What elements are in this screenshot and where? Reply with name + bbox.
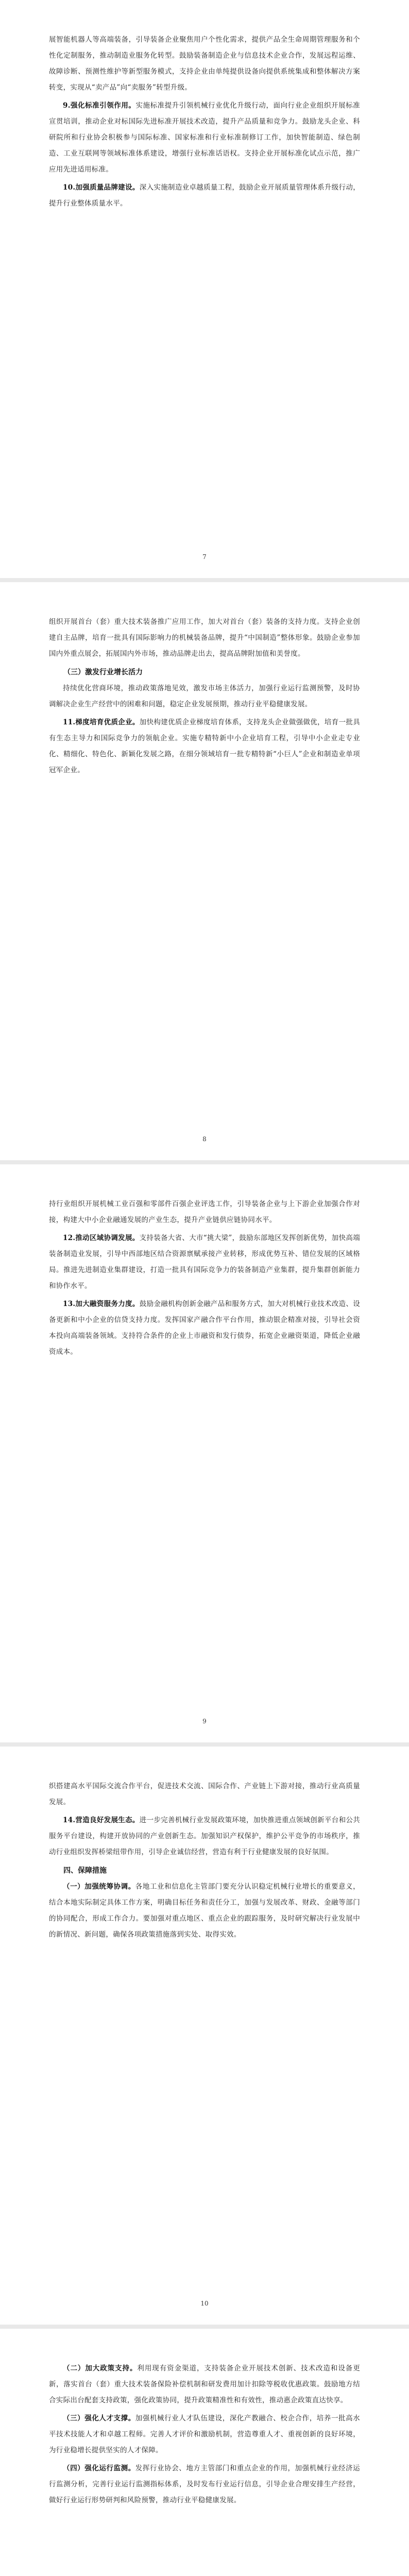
document-page xyxy=(0,2329,409,2576)
paragraph-lead: （二）加大政策支持。 xyxy=(63,2364,138,2372)
body-paragraph: （三）强化人才支撑。加强机械行业人才队伍建设，深化产教融合、校企合作，培养一批高水平技术技能人才和卓越工程师。完善人才评价和激励机制，营造尊重人才、重视创新的良好环境，为行业稳增长提供坚实的人才保障。 xyxy=(49,2414,360,2454)
body-paragraph: 9.强化标准引领作用。实施标准提升引领机械行业优化升级行动，面向行业企业组织开展标准宣贯培训，推动企业对标国际先进标准开展技术改造，提升产品质量和竞争力。鼓励龙头企业、科研院所和行业协会积极参与国际标准、国家标准和行业标准制修订工作，加快智能制造、绿色制造、工业互联网等领域标准体系建设，增强行业标准话语权。支持企业开展标准化试点示范，推广应用先进适用标准。 xyxy=(49,101,360,174)
section-heading: 四、保障措施 xyxy=(63,1867,107,1875)
document-page xyxy=(0,1164,409,1742)
document-page xyxy=(0,0,409,578)
page-number: 7 xyxy=(202,553,207,561)
page-number: 10 xyxy=(200,2300,209,2307)
body-paragraph: 织搭建高水平国际交流合作平台，促进技术交流、国际合作、产业链上下游对接，推动行业高质量发展。 xyxy=(49,1782,360,1806)
document-page xyxy=(0,582,409,1160)
paragraph-lead: （四）强化运行监测。 xyxy=(63,2464,135,2472)
body-paragraph: （二）加大政策支持。利用现有资金渠道，支持装备企业开展技术创新、技术改造和设备更新，落实首台（套）重大技术装备保险补偿机制和研发费用加计扣除等税收优惠政策。鼓励地方结合实际出台配套支持政策，强化政策协同，提升政策精准性和有效性，推动惠企政策直达快享。 xyxy=(49,2364,361,2404)
body-paragraph: 展智能机器人等高端装备，引导装备企业聚焦用户个性化需求，提供产品全生命周期管理服务和个性化定制服务，推动制造业服务化转型。鼓励装备制造企业与信息技术企业合作，发展远程运维、故障诊断、预测性维护等新型服务模式，支持企业由单纯提供设备向提供系统集成和整体解决方案转变，实现从“卖产品”向“卖服务”转型升级。 xyxy=(49,36,360,92)
document-page xyxy=(0,1747,409,2325)
paragraph-lead: 9.强化标准引领作用。 xyxy=(63,101,136,110)
body-paragraph: 组织开展首台（套）重大技术装备推广应用工作，加大对首台（套）装备的支持力度。支持企业创建自主品牌，培育一批具有国际影响力的机械装备品牌，提升“中国制造”整体形象。鼓励企业参加国内外重点展会，拓展国内外市场，推动品牌走出去，提高品牌附加值和美誉度。 xyxy=(49,618,360,658)
body-paragraph: （四）强化运行监测。发挥行业协会、地方主管部门和重点企业的作用，加强机械行业经济运行监测分析，完善行业运行监测指标体系，及时发布行业运行信息，引导企业合理安排生产经营，做好行业运行形势研判和风险预警，推动行业平稳健康发展。 xyxy=(49,2464,360,2504)
paragraph-lead: 11.梯度培育优质企业。 xyxy=(63,718,140,726)
page-number: 9 xyxy=(202,1718,207,1725)
body-paragraph: 13.加大融资服务力度。鼓励金融机构创新金融产品和服务方式，加大对机械行业技术改造、设备更新和中小企业的信贷支持力度。发挥国家产融合作平台作用，推动银企精准对接，引导社会资本投向高端装备领域。支持符合条件的企业上市融资和发行债券，拓宽企业融资渠道，降低企业融资成本。 xyxy=(49,1300,360,1356)
page-number: 8 xyxy=(202,1136,207,1143)
paragraph-lead: 14.营造良好发展生态。 xyxy=(63,1816,140,1824)
paragraph-lead: 13.加大融资服务力度。 xyxy=(63,1300,140,1308)
paragraph-lead: 12.推动区域协调发展。 xyxy=(63,1234,140,1242)
paragraph-lead: （三）强化人才支撑。 xyxy=(63,2414,135,2422)
paragraph-lead: （一）加强统筹协调。 xyxy=(63,1883,135,1891)
section-heading: （三）激发行业增长活力 xyxy=(63,668,143,676)
body-paragraph: 14.营造良好发展生态。进一步完善机械行业发展政策环境，加快推进重点领域创新平台和公共服务平台建设，构建开放协同的产业创新生态。加强知识产权保护，维护公平竞争的市场秩序，推动行业组织发挥桥梁纽带作用，引导企业诚信经营，营造有利于行业健康发展的良好氛围。 xyxy=(49,1816,360,1856)
body-paragraph: 11.梯度培育优质企业。加快构建优质企业梯度培育体系，支持龙头企业做强做优，培育一批具有生态主导力和国际竞争力的领航企业。实施专精特新中小企业培育工程，引导中小企业走专业化、精细化、特色化、新颖化发展之路，在细分领域培育一批专精特新“小巨人”企业和制造业单项冠军企业。 xyxy=(49,718,360,774)
body-paragraph: 12.推动区域协调发展。支持装备大省、大市“挑大梁”，鼓励东部地区发挥创新优势，加快高端装备制造业发展，引导中西部地区结合资源禀赋承接产业转移，形成优势互补、错位发展的区域格局。推进先进制造业集群建设，打造一批具有国际竞争力的装备制造产业集群，提升集群创新能力和协作水平。 xyxy=(49,1234,360,1290)
body-paragraph: 持行业组织开展机械工业百强和零部件百强企业评选工作，引导装备企业与上下游企业加强合作对接，构建大中小企业融通发展的产业生态，提升产业链供应链协同水平。 xyxy=(49,1200,360,1224)
body-paragraph: 10.加强质量品牌建设。深入实施制造业卓越质量工程，鼓励企业开展质量管理体系升级行动，提升行业整体质量水平。 xyxy=(49,183,360,208)
paragraph-lead: 10.加强质量品牌建设。 xyxy=(63,183,140,192)
body-paragraph: 持续优化营商环境，推动政策落地见效，激发市场主体活力，加强行业运行监测预警，及时协调解决企业生产经营中的困难和问题，稳定企业发展预期，推动行业平稳健康发展。 xyxy=(49,684,360,708)
body-paragraph: （一）加强统筹协调。各地工业和信息化主管部门要充分认识稳定机械行业增长的重要意义，结合本地实际制定具体工作方案，明确目标任务和责任分工，加强与发展改革、财政、金融等部门的协同配合，形成工作合力。要加强对重点地区、重点企业的跟踪服务，及时研究解决行业发展中的新情况、新问题，确保各项政策措施落到实处、取得实效。 xyxy=(49,1883,360,1939)
